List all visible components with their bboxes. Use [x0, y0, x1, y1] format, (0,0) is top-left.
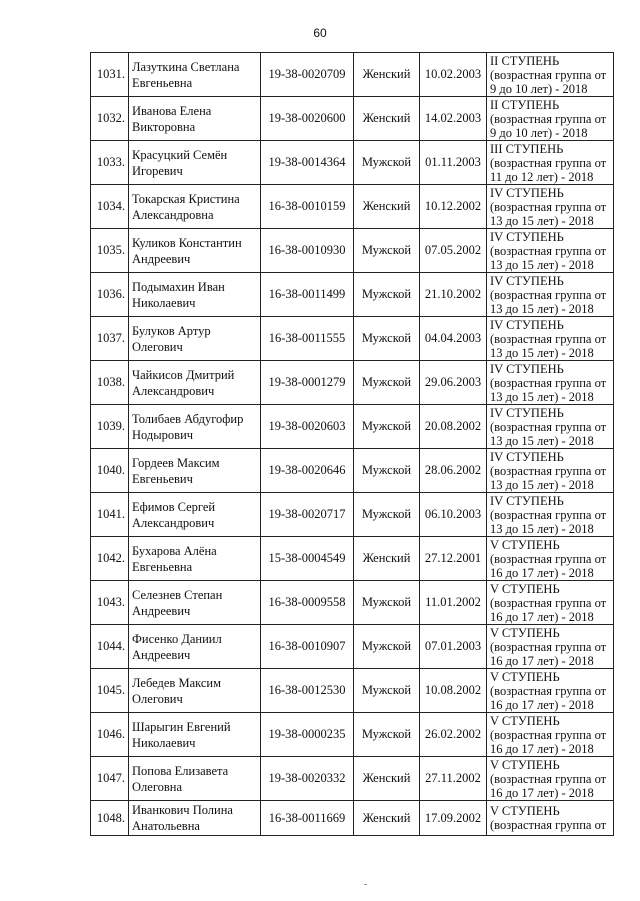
stage-cell: [487, 97, 614, 141]
stage-cell: [487, 185, 614, 229]
full-name-line: Викторовна: [132, 119, 196, 134]
stage-line: (возрастная группа от: [490, 463, 607, 478]
row-number-cell: 1043.: [91, 581, 129, 625]
stage-line: IV СТУПЕНЬ: [490, 449, 564, 464]
uin-cell: 16-38-0010159: [261, 185, 354, 229]
uin-cell: 16-38-0011669: [261, 801, 354, 836]
full-name-line: Толибаев Абдугофир: [132, 411, 244, 426]
full-name-line: Олегович: [132, 691, 183, 706]
full-name-cell: [129, 581, 261, 625]
birth-date-cell: 17.09.2002: [420, 801, 487, 836]
stage-line: 13 до 15 лет) - 2018: [490, 389, 594, 404]
row-number-cell: 1042.: [91, 537, 129, 581]
full-name-line: Лазуткина Светлана: [132, 59, 240, 74]
table-row: [91, 537, 614, 581]
row-number-cell: 1032.: [91, 97, 129, 141]
table-row: [91, 361, 614, 405]
stage-line: 9 до 10 лет) - 2018: [490, 125, 588, 140]
gender-cell: Мужской: [354, 273, 420, 317]
uin-cell: 16-38-0009558: [261, 581, 354, 625]
gender-cell: Мужской: [354, 449, 420, 493]
full-name-cell: [129, 493, 261, 537]
full-name-cell: [129, 537, 261, 581]
participants-table: [90, 52, 614, 836]
stage-line: (возрастная группа от: [490, 683, 607, 698]
uin-cell: 19-38-0020717: [261, 493, 354, 537]
stage-line: 13 до 15 лет) - 2018: [490, 257, 594, 272]
birth-date-cell: 20.08.2002: [420, 405, 487, 449]
full-name-cell: [129, 625, 261, 669]
full-name-line: Красуцкий Семён: [132, 147, 228, 162]
uin-cell: 15-38-0004549: [261, 537, 354, 581]
full-name-line: Подымахин Иван: [132, 279, 225, 294]
full-name-cell: [129, 801, 261, 836]
gender-cell: Мужской: [354, 713, 420, 757]
full-name-line: Чайкисов Дмитрий: [132, 367, 235, 382]
full-name-line: Куликов Константин: [132, 235, 242, 250]
uin-cell: 16-38-0011499: [261, 273, 354, 317]
row-number-cell: 1041.: [91, 493, 129, 537]
full-name-line: Бухарова Алёна: [132, 543, 217, 558]
uin-cell: 19-38-0020332: [261, 757, 354, 801]
stage-line: (возрастная группа от: [490, 419, 607, 434]
stage-line: IV СТУПЕНЬ: [490, 361, 564, 376]
birth-date-cell: 06.10.2003: [420, 493, 487, 537]
uin-cell: 16-38-0010907: [261, 625, 354, 669]
stage-line: 13 до 15 лет) - 2018: [490, 345, 594, 360]
stage-cell: [487, 713, 614, 757]
full-name-cell: [129, 141, 261, 185]
table-body: [91, 53, 614, 836]
full-name-cell: [129, 53, 261, 97]
table-row: [91, 801, 614, 836]
full-name-line: Игоревич: [132, 163, 183, 178]
full-name-line: Анатольевна: [132, 819, 200, 833]
full-name-line: Александрович: [132, 515, 215, 530]
row-number-cell: 1034.: [91, 185, 129, 229]
birth-date-cell: 07.05.2002: [420, 229, 487, 273]
gender-cell: Мужской: [354, 317, 420, 361]
uin-cell: 19-38-0020646: [261, 449, 354, 493]
row-number-cell: 1047.: [91, 757, 129, 801]
gender-cell: Мужской: [354, 141, 420, 185]
stage-line: (возрастная группа от: [490, 507, 607, 522]
stage-line: (возрастная группа от: [490, 67, 607, 82]
stage-line: (возрастная группа от: [490, 155, 607, 170]
gender-cell: Женский: [354, 537, 420, 581]
uin-cell: 19-38-0020709: [261, 53, 354, 97]
uin-cell: 16-38-0010930: [261, 229, 354, 273]
gender-cell: Женский: [354, 97, 420, 141]
full-name-cell: [129, 317, 261, 361]
row-number-cell: 1031.: [91, 53, 129, 97]
gender-cell: Женский: [354, 53, 420, 97]
full-name-line: Ефимов Сергей: [132, 499, 216, 514]
row-number-cell: 1037.: [91, 317, 129, 361]
table-row: [91, 53, 614, 97]
full-name-line: Евгеньевна: [132, 559, 193, 574]
stage-line: (возрастная группа от: [490, 243, 607, 258]
table-row: [91, 581, 614, 625]
stage-line: 16 до 17 лет) - 2018: [490, 697, 594, 712]
stage-line: (возрастная группа от: [490, 287, 607, 302]
stage-line: (возрастная группа от: [490, 771, 607, 786]
stage-line: V СТУПЕНЬ: [490, 757, 560, 772]
full-name-line: Александрович: [132, 383, 215, 398]
full-name-line: Иванкович Полина: [132, 803, 233, 817]
full-name-line: Булуков Артур: [132, 323, 211, 338]
full-name-cell: [129, 757, 261, 801]
table-row: [91, 757, 614, 801]
stage-line: 9 до 10 лет) - 2018: [490, 81, 588, 96]
table-row: [91, 185, 614, 229]
full-name-line: Андреевич: [132, 603, 191, 618]
full-name-line: Николаевич: [132, 295, 196, 310]
birth-date-cell: 01.11.2003: [420, 141, 487, 185]
birth-date-cell: 14.02.2003: [420, 97, 487, 141]
full-name-line: Гордеев Максим: [132, 455, 220, 470]
stage-cell: [487, 581, 614, 625]
full-name-line: Лебедев Максим: [132, 675, 222, 690]
birth-date-cell: 21.10.2002: [420, 273, 487, 317]
stage-line: 13 до 15 лет) - 2018: [490, 477, 594, 492]
stage-cell: [487, 273, 614, 317]
stage-line: 13 до 15 лет) - 2018: [490, 301, 594, 316]
stage-line: (возрастная группа от: [490, 727, 607, 742]
full-name-line: Фисенко Даниил: [132, 631, 222, 646]
gender-cell: Женский: [354, 185, 420, 229]
row-number-cell: 1038.: [91, 361, 129, 405]
stage-line: 16 до 17 лет) - 2018: [490, 609, 594, 624]
gender-cell: Женский: [354, 801, 420, 836]
stage-line: 13 до 15 лет) - 2018: [490, 521, 594, 536]
stage-line: 13 до 15 лет) - 2018: [490, 433, 594, 448]
birth-date-cell: 07.01.2003: [420, 625, 487, 669]
stage-line: V СТУПЕНЬ: [490, 625, 560, 640]
birth-date-cell: 27.12.2001: [420, 537, 487, 581]
full-name-cell: [129, 361, 261, 405]
uin-cell: 19-38-0020600: [261, 97, 354, 141]
full-name-cell: [129, 405, 261, 449]
stage-line: IV СТУПЕНЬ: [490, 317, 564, 332]
table-row: [91, 669, 614, 713]
stage-line: IV СТУПЕНЬ: [490, 405, 564, 420]
stage-line: (возрастная группа от: [490, 375, 607, 390]
full-name-cell: [129, 97, 261, 141]
stage-line: III СТУПЕНЬ: [490, 141, 564, 156]
birth-date-cell: 26.02.2002: [420, 713, 487, 757]
birth-date-cell: 10.08.2002: [420, 669, 487, 713]
gender-cell: Мужской: [354, 405, 420, 449]
gender-cell: Мужской: [354, 361, 420, 405]
full-name-line: Олеговна: [132, 779, 183, 794]
stage-cell: [487, 625, 614, 669]
stage-line: IV СТУПЕНЬ: [490, 185, 564, 200]
stage-line: 16 до 17 лет) - 2018: [490, 741, 594, 756]
stage-line: (возрастная группа от: [490, 551, 607, 566]
row-number-cell: 1036.: [91, 273, 129, 317]
row-number-cell: 1044.: [91, 625, 129, 669]
scan-speck: [364, 884, 367, 885]
row-number-cell: 1040.: [91, 449, 129, 493]
gender-cell: Мужской: [354, 229, 420, 273]
stage-line: 16 до 17 лет) - 2018: [490, 565, 594, 580]
row-number-cell: 1045.: [91, 669, 129, 713]
stage-cell: [487, 449, 614, 493]
row-number-cell: 1039.: [91, 405, 129, 449]
stage-line: 11 до 12 лет) - 2018: [490, 169, 594, 184]
stage-line: V СТУПЕНЬ: [490, 537, 560, 552]
stage-line: (возрастная группа от: [490, 331, 607, 346]
full-name-line: Андреевич: [132, 647, 191, 662]
stage-cell: [487, 405, 614, 449]
row-number-cell: 1035.: [91, 229, 129, 273]
full-name-line: Селезнев Степан: [132, 587, 223, 602]
stage-line: (возрастная группа от: [490, 639, 607, 654]
full-name-cell: [129, 449, 261, 493]
full-name-cell: [129, 273, 261, 317]
stage-line: V СТУПЕНЬ: [490, 669, 560, 684]
stage-cell: [487, 801, 614, 836]
gender-cell: Мужской: [354, 669, 420, 713]
row-number-cell: 1033.: [91, 141, 129, 185]
stage-line: IV СТУПЕНЬ: [490, 229, 564, 244]
birth-date-cell: 27.11.2002: [420, 757, 487, 801]
table-row: [91, 713, 614, 757]
stage-cell: [487, 141, 614, 185]
table-row: [91, 317, 614, 361]
gender-cell: Мужской: [354, 625, 420, 669]
page-number: 60: [313, 26, 327, 40]
stage-cell: [487, 669, 614, 713]
birth-date-cell: 10.12.2002: [420, 185, 487, 229]
table-row: [91, 273, 614, 317]
table-row: [91, 141, 614, 185]
stage-cell: [487, 757, 614, 801]
birth-date-cell: 11.01.2002: [420, 581, 487, 625]
stage-line: 16 до 17 лет) - 2018: [490, 653, 594, 668]
full-name-cell: [129, 185, 261, 229]
stage-line: V СТУПЕНЬ: [490, 581, 560, 596]
full-name-cell: [129, 229, 261, 273]
table-row: [91, 625, 614, 669]
stage-line: 13 до 15 лет) - 2018: [490, 213, 594, 228]
table-row: [91, 405, 614, 449]
full-name-line: Нодырович: [132, 427, 194, 442]
birth-date-cell: 29.06.2003: [420, 361, 487, 405]
full-name-cell: [129, 713, 261, 757]
birth-date-cell: 28.06.2002: [420, 449, 487, 493]
row-number-cell: 1048.: [91, 801, 129, 836]
table-row: [91, 229, 614, 273]
stage-line: (возрастная группа от: [490, 199, 607, 214]
full-name-line: Александровна: [132, 207, 214, 222]
full-name-line: Иванова Елена: [132, 103, 212, 118]
stage-cell: [487, 229, 614, 273]
uin-cell: 19-38-0000235: [261, 713, 354, 757]
full-name-line: Попова Елизавета: [132, 763, 229, 778]
stage-line: (возрастная группа от: [490, 818, 607, 832]
stage-line: 16 до 17 лет) - 2018: [490, 785, 594, 800]
gender-cell: Женский: [354, 757, 420, 801]
birth-date-cell: 10.02.2003: [420, 53, 487, 97]
birth-date-cell: 04.04.2003: [420, 317, 487, 361]
full-name-line: Токарская Кристина: [132, 191, 240, 206]
row-number-cell: 1046.: [91, 713, 129, 757]
stage-cell: [487, 361, 614, 405]
stage-line: IV СТУПЕНЬ: [490, 273, 564, 288]
uin-cell: 16-38-0012530: [261, 669, 354, 713]
stage-line: (возрастная группа от: [490, 595, 607, 610]
stage-line: II СТУПЕНЬ: [490, 97, 560, 112]
full-name-line: Николаевич: [132, 735, 196, 750]
full-name-line: Андреевич: [132, 251, 191, 266]
stage-line: (возрастная группа от: [490, 111, 607, 126]
uin-cell: 19-38-0001279: [261, 361, 354, 405]
uin-cell: 19-38-0014364: [261, 141, 354, 185]
gender-cell: Мужской: [354, 581, 420, 625]
uin-cell: 16-38-0011555: [261, 317, 354, 361]
full-name-line: Олегович: [132, 339, 183, 354]
gender-cell: Мужской: [354, 493, 420, 537]
full-name-line: Евгеньевич: [132, 471, 193, 486]
stage-line: II СТУПЕНЬ: [490, 53, 560, 68]
full-name-line: Шарыгин Евгений: [132, 719, 231, 734]
table-row: [91, 97, 614, 141]
table-row: [91, 449, 614, 493]
stage-cell: [487, 53, 614, 97]
uin-cell: 19-38-0020603: [261, 405, 354, 449]
stage-line: V СТУПЕНЬ: [490, 713, 560, 728]
full-name-line: Евгеньевна: [132, 75, 193, 90]
stage-cell: [487, 493, 614, 537]
full-name-cell: [129, 669, 261, 713]
stage-line: V СТУПЕНЬ: [490, 804, 560, 818]
stage-cell: [487, 537, 614, 581]
table-row: [91, 493, 614, 537]
stage-line: IV СТУПЕНЬ: [490, 493, 564, 508]
stage-cell: [487, 317, 614, 361]
